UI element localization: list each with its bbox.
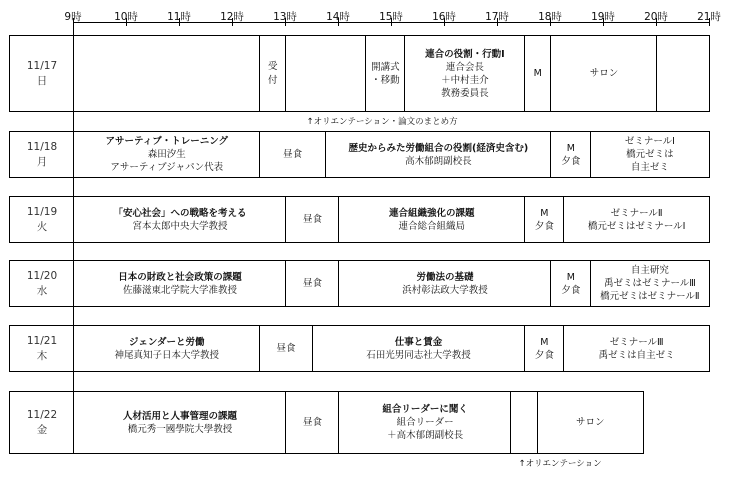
session-line: M bbox=[566, 142, 575, 154]
date-label: 11/19 bbox=[26, 205, 58, 218]
session-cell bbox=[550, 35, 657, 112]
day-row bbox=[9, 35, 709, 112]
session-title: 「安心社会」への戦略を考える bbox=[113, 207, 247, 219]
session-cell bbox=[563, 196, 710, 243]
session-cell bbox=[259, 325, 313, 372]
weekday-label: 火 bbox=[36, 220, 48, 233]
day-row bbox=[9, 196, 709, 243]
session-line: 付 bbox=[267, 74, 278, 86]
date-cell bbox=[9, 260, 74, 307]
orientation-note: ↑オリエンテーション・論文のまとめ方 bbox=[306, 117, 458, 127]
session-line: 組合リーダー bbox=[396, 417, 454, 428]
session-cell bbox=[404, 35, 524, 112]
session-line: 連合総合組織局 bbox=[398, 220, 465, 232]
session-line: アサーティブジャパン代表 bbox=[110, 162, 224, 173]
session-title: 歴史からみた労働組合の役割(経済史含む) bbox=[348, 142, 529, 154]
session-line: 宮本太郎中央大学教授 bbox=[132, 220, 228, 232]
session-title: アサーティブ・トレーニング bbox=[105, 136, 229, 147]
session-line: 橋元ゼミは bbox=[626, 149, 674, 160]
session-cell bbox=[338, 391, 511, 454]
session-line: 夕食 bbox=[561, 155, 581, 167]
session-cell bbox=[285, 35, 366, 112]
session-cell bbox=[259, 131, 326, 178]
session-line: サロン bbox=[589, 68, 619, 79]
session-cell bbox=[73, 325, 260, 372]
session-line: 開講式 bbox=[371, 61, 400, 73]
hour-label: 11時 bbox=[167, 11, 191, 23]
session-line: 自主ゼミ bbox=[630, 162, 669, 173]
session-cell bbox=[524, 196, 565, 243]
hour-label: 19時 bbox=[591, 11, 615, 23]
session-line: ・移動 bbox=[371, 74, 400, 86]
session-cell bbox=[524, 325, 565, 372]
session-line: 昼食 bbox=[302, 214, 322, 225]
weekday-label: 木 bbox=[36, 349, 48, 362]
day-row bbox=[9, 260, 709, 307]
session-line: 夕食 bbox=[561, 284, 581, 296]
date-cell bbox=[9, 325, 74, 372]
session-title: 日本の財政と社会政策の課題 bbox=[118, 271, 242, 283]
session-cell bbox=[73, 260, 286, 307]
date-label: 11/20 bbox=[26, 269, 58, 282]
weekday-label: 水 bbox=[36, 284, 48, 297]
session-line: 昼食 bbox=[283, 149, 303, 160]
weekday-label: 金 bbox=[36, 423, 48, 436]
day-row bbox=[9, 131, 709, 178]
session-line: 神尾真知子日本大学教授 bbox=[114, 349, 219, 361]
weekday-label: 月 bbox=[36, 155, 48, 168]
session-cell bbox=[73, 35, 260, 112]
session-cell bbox=[590, 131, 710, 178]
session-cell bbox=[656, 35, 710, 112]
weekday-label: 日 bbox=[36, 74, 48, 87]
session-cell bbox=[325, 131, 551, 178]
session-line: ゼミナールⅡ bbox=[610, 207, 663, 219]
hour-label: 14時 bbox=[326, 11, 350, 23]
session-title: 連合の役割・行動Ⅰ bbox=[425, 48, 505, 60]
session-title: 組合リーダーに聞く bbox=[382, 404, 468, 415]
session-cell bbox=[365, 35, 406, 112]
session-line: M bbox=[566, 271, 575, 283]
session-cell bbox=[73, 196, 286, 243]
session-title: 労働法の基礎 bbox=[416, 271, 474, 283]
session-line: 自主研究 bbox=[630, 265, 669, 276]
session-line: M bbox=[540, 336, 549, 348]
orientation-note: ↑オリエンテーション bbox=[518, 459, 602, 469]
hour-label: 17時 bbox=[485, 11, 509, 23]
session-title: ジェンダーと労働 bbox=[129, 336, 205, 348]
session-title: 仕事と賃金 bbox=[394, 336, 443, 348]
date-label: 11/22 bbox=[26, 408, 58, 421]
session-line: 昼食 bbox=[302, 278, 322, 289]
date-cell bbox=[9, 196, 74, 243]
day-row bbox=[9, 391, 643, 454]
date-cell bbox=[9, 35, 74, 112]
session-line: ゼミナールⅠ bbox=[624, 136, 675, 147]
session-line: ＋高木郁朗副校長 bbox=[387, 430, 464, 441]
session-cell bbox=[550, 260, 591, 307]
session-line: 橋元ゼミはゼミナールⅡ bbox=[600, 291, 700, 302]
session-cell bbox=[285, 391, 339, 454]
date-label: 11/21 bbox=[26, 334, 58, 347]
session-line: ゼミナールⅢ bbox=[609, 336, 664, 348]
hour-label: 21時 bbox=[697, 11, 721, 23]
hour-label: 9時 bbox=[64, 11, 82, 23]
session-cell bbox=[259, 35, 287, 112]
hour-label: 18時 bbox=[538, 11, 562, 23]
session-line: 昼食 bbox=[302, 417, 322, 428]
session-line: 橋元秀一國學院大學教授 bbox=[127, 423, 233, 435]
session-cell bbox=[550, 131, 591, 178]
session-cell bbox=[510, 391, 538, 454]
session-cell bbox=[312, 325, 525, 372]
day-row bbox=[9, 325, 709, 372]
date-cell bbox=[9, 391, 74, 454]
session-cell bbox=[73, 391, 286, 454]
session-line: 夕食 bbox=[534, 349, 554, 361]
hour-label: 16時 bbox=[432, 11, 456, 23]
session-cell bbox=[338, 260, 551, 307]
hour-label: 20時 bbox=[644, 11, 668, 23]
session-cell bbox=[590, 260, 710, 307]
session-line: 昼食 bbox=[276, 343, 296, 354]
session-line: 禹ゼミは自主ゼミ bbox=[598, 349, 675, 361]
session-line: ＋中村圭介 bbox=[441, 74, 489, 86]
session-cell bbox=[285, 260, 339, 307]
session-line: 橋元ゼミはゼミナールⅠ bbox=[587, 220, 686, 232]
session-line: 受 bbox=[267, 60, 278, 72]
session-cell bbox=[537, 391, 644, 454]
session-line: M bbox=[540, 207, 549, 219]
session-cell bbox=[338, 196, 525, 243]
session-line: M bbox=[533, 68, 542, 79]
session-line: 佐藤滋東北学院大学准教授 bbox=[122, 284, 237, 296]
session-line: 連合会長 bbox=[445, 61, 484, 73]
session-cell bbox=[524, 35, 552, 112]
hour-label: 12時 bbox=[220, 11, 244, 23]
session-line: 高木郁朗副校長 bbox=[405, 155, 472, 167]
session-title: 人材活用と人事管理の課題 bbox=[122, 410, 237, 422]
session-title: 連合組織強化の課題 bbox=[388, 207, 475, 219]
session-line: 夕食 bbox=[534, 220, 554, 232]
session-line: 石田光男同志社大学教授 bbox=[366, 349, 471, 361]
session-cell bbox=[73, 131, 260, 178]
session-line: 森田汐生 bbox=[147, 149, 186, 160]
date-label: 11/17 bbox=[26, 59, 58, 72]
date-label: 11/18 bbox=[26, 140, 58, 153]
session-cell bbox=[563, 325, 710, 372]
date-cell bbox=[9, 131, 74, 178]
hour-label: 10時 bbox=[114, 11, 138, 23]
session-line: サロン bbox=[575, 417, 605, 428]
session-line: 浜村彰法政大学教授 bbox=[402, 284, 488, 296]
session-line: 教務委員長 bbox=[441, 87, 489, 99]
session-line: 禹ゼミはゼミナールⅢ bbox=[603, 278, 696, 289]
hour-label: 15時 bbox=[379, 11, 403, 23]
session-cell bbox=[285, 196, 339, 243]
hour-label: 13時 bbox=[273, 11, 297, 23]
